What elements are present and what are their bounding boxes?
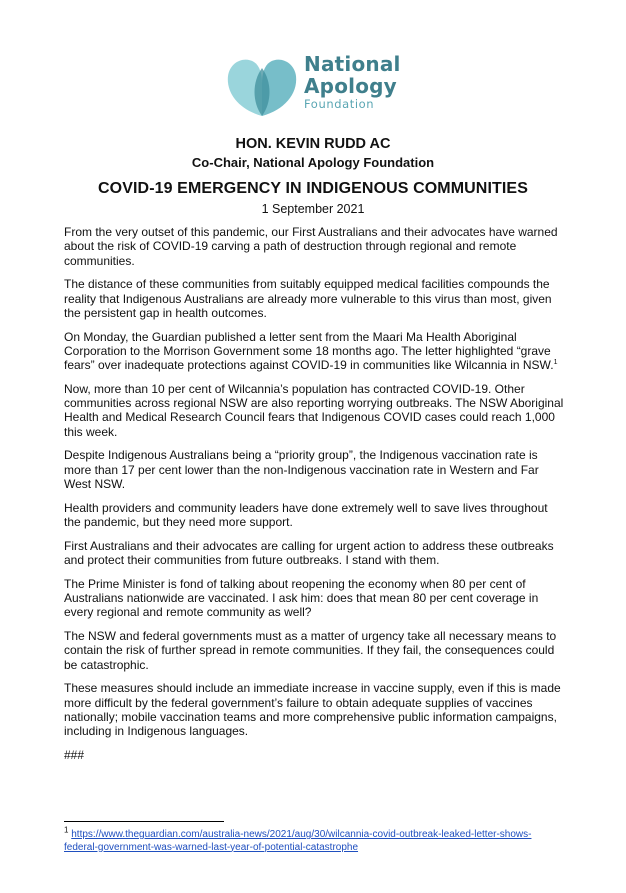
paragraph-1: From the very outset of this pandemic, our First Australians and their advocates have warned about the risk of COVID-19 carving a path of destruction through regional and remote communities. — [64, 225, 558, 268]
paragraph-6: Health providers and community leaders have done extremely well to save lives throughout the pandemic, but they need more support. — [64, 500, 548, 529]
paragraph-3 — [64, 330, 564, 373]
logo-line-national: National — [304, 52, 401, 76]
logo-wordmark — [304, 54, 401, 111]
paragraph-10: These measures should include an immediate increase in vaccine supply, even if this is made more difficult by the federal government’s failure to obtain adequate supplies of vaccines nationally; mobile vaccination teams and more comprehensive public information campaigns, including in Indigenous languages. — [64, 681, 561, 739]
author-role: Co-Chair, National Apology Foundation — [191, 155, 435, 170]
author-name: HON. KEVIN RUDD AC — [235, 136, 391, 152]
document-title: COVID-19 EMERGENCY IN INDIGENOUS COMMUNITIES — [98, 180, 528, 197]
footnote-separator — [64, 821, 224, 822]
document-body — [64, 225, 564, 772]
footnote-link[interactable]: https://www.theguardian.com/australia-news/2021/aug/30/wilcannia-covid-outbreak-leaked-letter-shows-federal-government-was-warned-last-year-of-potential-catastrophe — [64, 829, 532, 853]
footnote-reference[interactable]: 1 — [553, 359, 558, 367]
heart-leaf-icon — [222, 54, 302, 120]
paragraph-2: The distance of these communities from suitably equipped medical facilities compounds the reality that Indigenous Australians are already more vulnerable to this virus than most, given the persistent gap in health outcomes. — [64, 277, 552, 320]
paragraph-4: Now, more than 10 per cent of Wilcannia’s population has contracted COVID-19. Other communities across regional NSW are also reporting worrying outbreaks. The NSW Aboriginal Health and Medical Research Council fears that Indigenous COVID cases could reach 1,000 this week. — [64, 381, 564, 439]
paragraph-9: The NSW and federal governments must as a matter of urgency take all necessary means to contain the risk of further spread in remote communities. If they fail, the consequences could be catastrophic. — [64, 628, 557, 672]
logo-line-apology: Apology — [304, 74, 397, 98]
end-marker: ### — [64, 747, 85, 762]
foundation-logo — [222, 54, 412, 120]
paragraph-7: First Australians and their advocates are calling for urgent action to address these outbreaks and protect their communities from future outbreaks. I stand with them. — [64, 538, 554, 567]
footnote-number: 1 — [64, 825, 69, 835]
footnote — [64, 825, 564, 854]
document-date: 1 September 2021 — [261, 202, 365, 216]
paragraph-3-text: On Monday, the Guardian published a letter sent from the Maari Ma Health Aboriginal Corporation to the Morrison Government some 18 months ago. The letter highlighted “grave fears” over inadequate protections against COVID-19 in communities like Wilcannia in NSW. — [64, 329, 554, 373]
logo-line-foundation: Foundation — [304, 97, 375, 111]
paragraph-5: Despite Indigenous Australians being a “priority group”, the Indigenous vaccination rate is more than 17 per cent lower than the non-Indigenous vaccination rate in Western and Far West NSW. — [64, 448, 539, 492]
paragraph-8: The Prime Minister is fond of talking about reopening the economy when 80 per cent of Australians nationwide are vaccinated. I ask him: does that mean 80 per cent coverage in every regional and remote community as well? — [64, 576, 539, 620]
